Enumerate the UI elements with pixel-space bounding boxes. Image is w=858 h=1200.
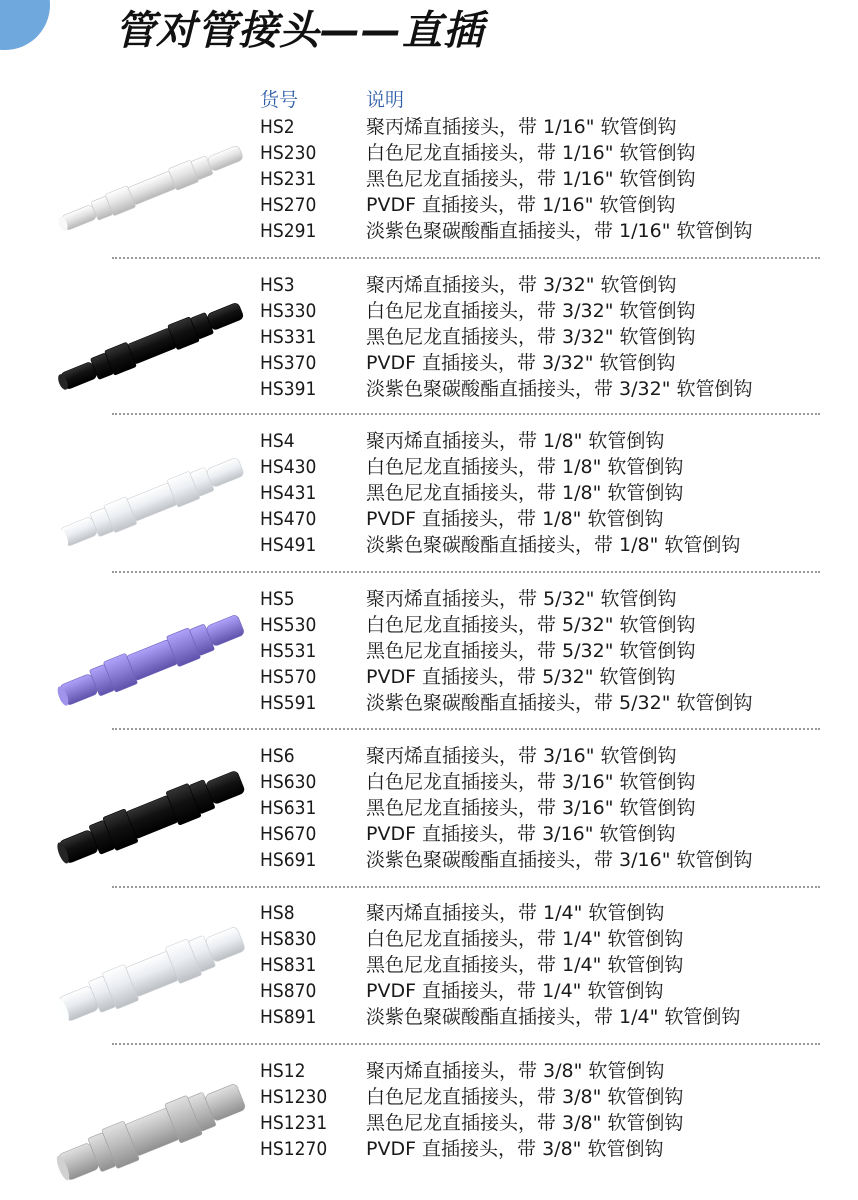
table-row xyxy=(0,428,858,454)
part-description: 黑色尼龙直插接头，带 1/16" 软管倒钩 xyxy=(366,168,696,190)
part-number: HS491 xyxy=(260,534,317,556)
part-number: HS3 xyxy=(260,274,295,296)
table-row xyxy=(0,376,858,402)
part-description: 白色尼龙直插接头，带 1/8" 软管倒钩 xyxy=(366,456,684,478)
table-row xyxy=(0,218,858,244)
part-number: HS630 xyxy=(260,771,317,793)
table-row xyxy=(0,324,858,350)
table-row xyxy=(0,821,858,847)
table-row xyxy=(0,978,858,1004)
part-description: 白色尼龙直插接头，带 1/16" 软管倒钩 xyxy=(366,142,696,164)
part-number: HS4 xyxy=(260,430,295,452)
part-description: 淡紫色聚碳酸酯直插接头，带 5/32" 软管倒钩 xyxy=(366,692,753,714)
dotted-divider xyxy=(112,257,820,259)
table-row xyxy=(0,926,858,952)
table-row xyxy=(0,1084,858,1110)
part-description: 聚丙烯直插接头，带 3/8" 软管倒钩 xyxy=(366,1060,665,1082)
part-description: PVDF 直插接头，带 3/32" 软管倒钩 xyxy=(366,352,676,374)
dotted-divider xyxy=(112,886,820,888)
table-row xyxy=(0,114,858,140)
part-number: HS391 xyxy=(260,378,317,400)
table-row xyxy=(0,1110,858,1136)
table-row xyxy=(0,1058,858,1084)
part-number: HS431 xyxy=(260,482,317,504)
part-description: PVDF 直插接头，带 5/32" 软管倒钩 xyxy=(366,666,676,688)
table-row xyxy=(0,586,858,612)
part-description: PVDF 直插接头，带 3/16" 软管倒钩 xyxy=(366,823,676,845)
part-description: PVDF 直插接头，带 1/8" 软管倒钩 xyxy=(366,508,664,530)
part-description: 淡紫色聚碳酸酯直插接头，带 3/16" 软管倒钩 xyxy=(366,849,753,871)
page-title: 管对管接头——直插 xyxy=(115,8,484,54)
part-description: 聚丙烯直插接头，带 3/16" 软管倒钩 xyxy=(366,745,677,767)
part-number: HS430 xyxy=(260,456,317,478)
part-number: HS1230 xyxy=(260,1086,328,1108)
part-number: HS691 xyxy=(260,849,317,871)
part-number: HS2 xyxy=(260,116,295,138)
table-row xyxy=(0,612,858,638)
part-number: HS470 xyxy=(260,508,317,530)
part-number: HS330 xyxy=(260,300,317,322)
dotted-divider xyxy=(112,571,820,573)
part-number: HS230 xyxy=(260,142,317,164)
part-description: 黑色尼龙直插接头，带 1/8" 软管倒钩 xyxy=(366,482,684,504)
part-description: 白色尼龙直插接头，带 3/8" 软管倒钩 xyxy=(366,1086,684,1108)
part-description: 聚丙烯直插接头，带 3/32" 软管倒钩 xyxy=(366,274,677,296)
dotted-divider xyxy=(112,413,820,415)
table-row xyxy=(0,192,858,218)
dotted-divider xyxy=(112,1043,820,1045)
part-description: 聚丙烯直插接头，带 1/4" 软管倒钩 xyxy=(366,902,665,924)
table-header xyxy=(0,88,858,112)
part-number: HS631 xyxy=(260,797,317,819)
part-description: 白色尼龙直插接头，带 1/4" 软管倒钩 xyxy=(366,928,684,950)
part-number: HS1231 xyxy=(260,1112,328,1134)
part-description: 聚丙烯直插接头，带 1/8" 软管倒钩 xyxy=(366,430,665,452)
part-number: HS291 xyxy=(260,220,317,242)
table-row xyxy=(0,1004,858,1030)
part-number: HS331 xyxy=(260,326,317,348)
table-row xyxy=(0,743,858,769)
part-description: 黑色尼龙直插接头，带 3/16" 软管倒钩 xyxy=(366,797,696,819)
table-row xyxy=(0,769,858,795)
table-row xyxy=(0,847,858,873)
part-number: HS231 xyxy=(260,168,317,190)
part-description: 聚丙烯直插接头，带 1/16" 软管倒钩 xyxy=(366,116,677,138)
description-column-header: 说明 xyxy=(366,89,405,111)
part-description: 白色尼龙直插接头，带 3/32" 软管倒钩 xyxy=(366,300,696,322)
part-description: 聚丙烯直插接头，带 5/32" 软管倒钩 xyxy=(366,588,677,610)
table-row xyxy=(0,1136,858,1162)
dotted-divider xyxy=(112,728,820,730)
part-number: HS831 xyxy=(260,954,317,976)
part-description: 黑色尼龙直插接头，带 3/8" 软管倒钩 xyxy=(366,1112,684,1134)
table-row xyxy=(0,506,858,532)
part-number: HS870 xyxy=(260,980,317,1002)
part-description: 淡紫色聚碳酸酯直插接头，带 1/4" 软管倒钩 xyxy=(366,1006,741,1028)
part-number: HS591 xyxy=(260,692,317,714)
part-description: PVDF 直插接头，带 3/8" 软管倒钩 xyxy=(366,1138,664,1160)
part-number: HS570 xyxy=(260,666,317,688)
part-description: 淡紫色聚碳酸酯直插接头，带 1/8" 软管倒钩 xyxy=(366,534,741,556)
table-row xyxy=(0,900,858,926)
part-number: HS830 xyxy=(260,928,317,950)
table-row xyxy=(0,795,858,821)
corner-decoration xyxy=(0,0,50,50)
part-description: 黑色尼龙直插接头，带 3/32" 软管倒钩 xyxy=(366,326,696,348)
part-description: 白色尼龙直插接头，带 3/16" 软管倒钩 xyxy=(366,771,696,793)
part-description: 淡紫色聚碳酸酯直插接头，带 3/32" 软管倒钩 xyxy=(366,378,753,400)
part-number: HS5 xyxy=(260,588,295,610)
part-number: HS12 xyxy=(260,1060,306,1082)
table-row xyxy=(0,166,858,192)
table-row xyxy=(0,690,858,716)
table-row xyxy=(0,350,858,376)
part-number: HS670 xyxy=(260,823,317,845)
part-description: 淡紫色聚碳酸酯直插接头，带 1/16" 软管倒钩 xyxy=(366,220,753,242)
part-description: PVDF 直插接头，带 1/4" 软管倒钩 xyxy=(366,980,664,1002)
table-row xyxy=(0,272,858,298)
part-description: PVDF 直插接头，带 1/16" 软管倒钩 xyxy=(366,194,676,216)
part-number: HS270 xyxy=(260,194,317,216)
part-number: HS531 xyxy=(260,640,317,662)
part-description: 黑色尼龙直插接头，带 5/32" 软管倒钩 xyxy=(366,640,696,662)
table-row xyxy=(0,298,858,324)
table-row xyxy=(0,638,858,664)
part-description: 黑色尼龙直插接头，带 1/4" 软管倒钩 xyxy=(366,954,684,976)
part-number: HS891 xyxy=(260,1006,317,1028)
table-row xyxy=(0,952,858,978)
table-row xyxy=(0,532,858,558)
part-description: 白色尼龙直插接头，带 5/32" 软管倒钩 xyxy=(366,614,696,636)
code-column-header: 货号 xyxy=(260,89,299,111)
part-number: HS8 xyxy=(260,902,295,924)
table-row xyxy=(0,454,858,480)
table-row xyxy=(0,664,858,690)
part-number: HS1270 xyxy=(260,1138,328,1160)
part-number: HS530 xyxy=(260,614,317,636)
part-number: HS370 xyxy=(260,352,317,374)
table-row xyxy=(0,140,858,166)
part-number: HS6 xyxy=(260,745,295,767)
table-row xyxy=(0,480,858,506)
